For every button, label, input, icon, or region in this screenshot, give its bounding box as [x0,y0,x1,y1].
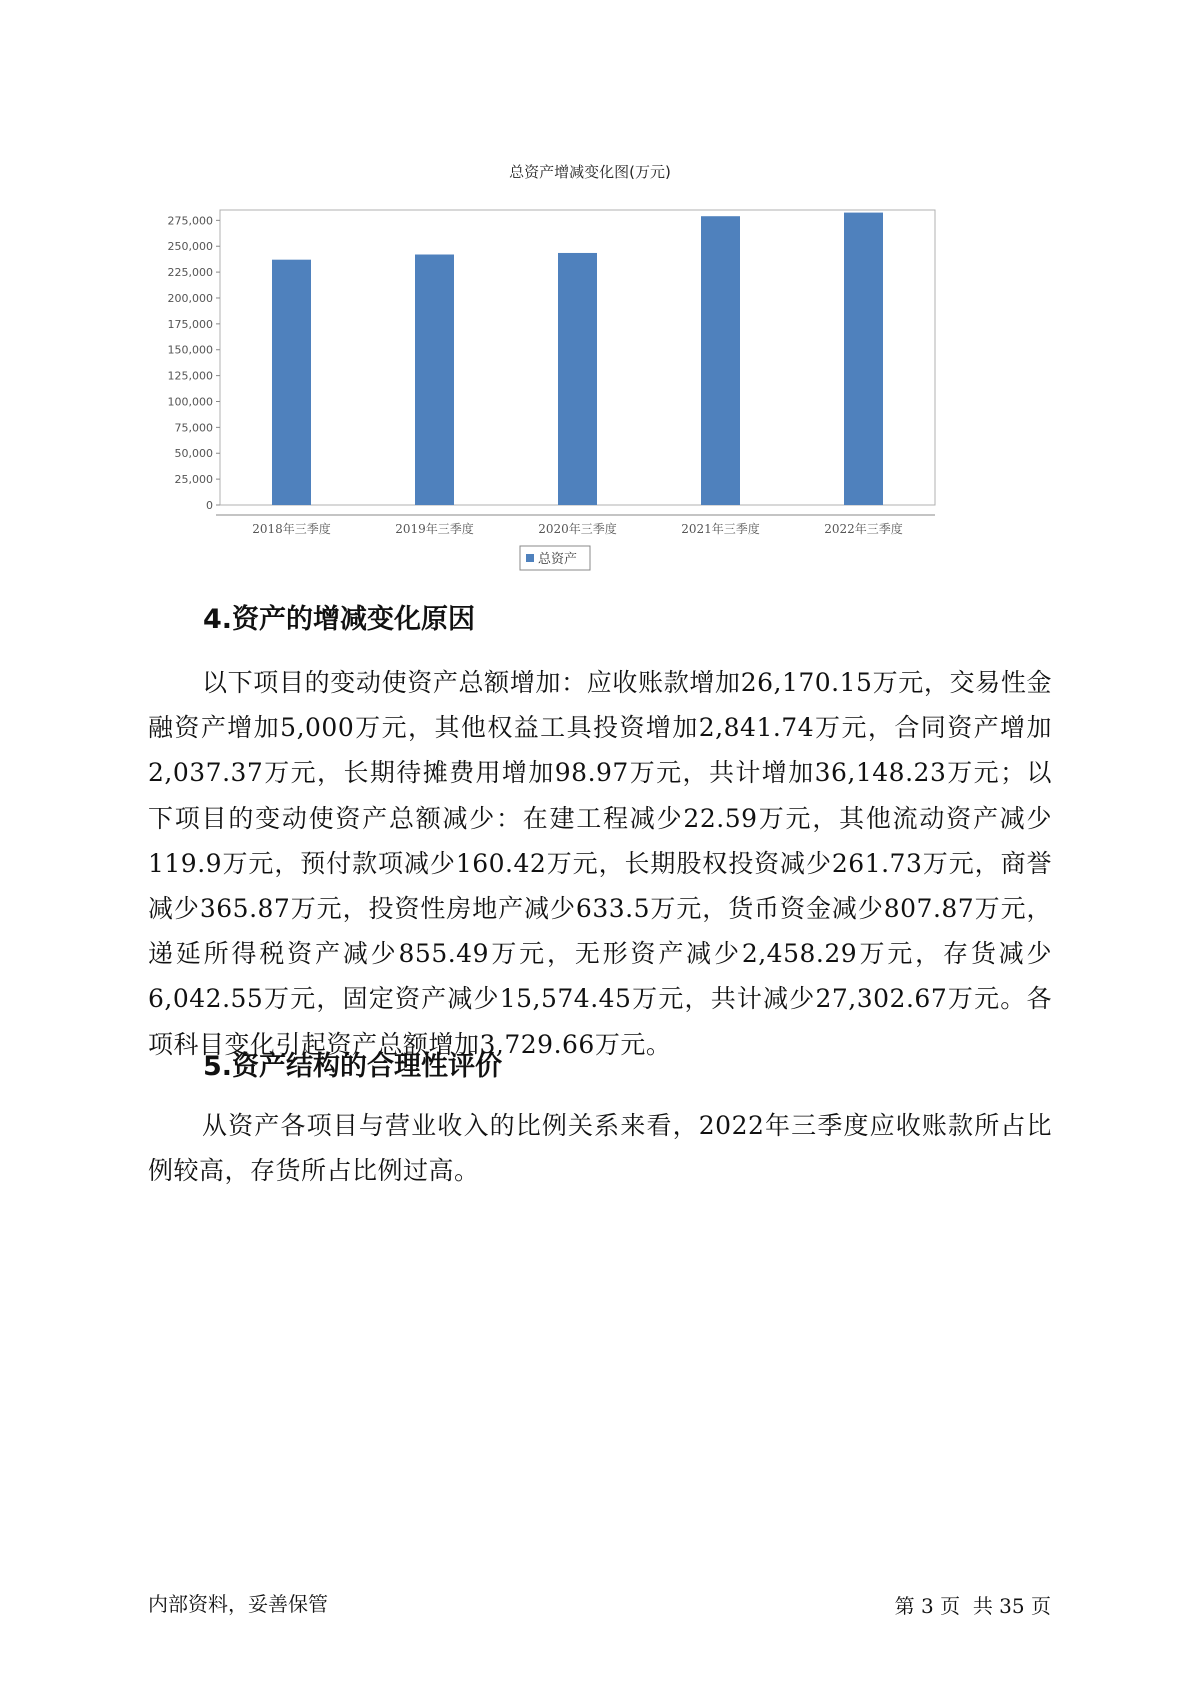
y-tick-label: 0 [206,499,213,512]
chart-legend [520,546,590,570]
footer-page-number: 第 3 页 共 35 页 [894,1594,1051,1618]
section-5-paragraph: 从资产各项目与营业收入的比例关系来看，2022年三季度应收账款所占比例较高，存货所占比例过高。 [148,1111,1052,1186]
y-tick-labels [168,214,214,512]
y-tick-label: 250,000 [167,240,213,254]
y-tick-label: 275,000 [167,214,213,228]
legend-label: 总资产 [538,552,578,567]
section-4-paragraph: 以下项目的变动使资产总额增加：应收账款增加26,170.15万元，交易性金融资产增加5,000万元，其他权益工具投资增加2,841.74万元，合同资产增加2,037.37万元，长期待摊费用增加98.97万元，共计增加36,148.23万元；以下项目的变动使资产总额减少：在建工程减少22.59万元，其他流动资产减少119.9万元，预付款项减少160.42万元，长期股权投资减少261.73万元，商誉减少365.87万元，投资性房地产减少633.5万元，货币资金减少807.87万元，递延所得税资产减少855.49万元，无形资产减少2,458.29万元，存货减少6,042.55万元，固定资产减少15,574.45万元，共计减少27,302.67万元。各项科目变化引起资产总额增加3,729.66万元。 [148,668,1052,1059]
x-tick-label: 2019年三季度 [395,522,474,536]
y-tick-label: 25,000 [174,473,213,487]
bar [701,216,740,505]
section-5-heading: 5.资产结构的合理性评价 [203,1051,503,1082]
x-tick-labels [252,521,903,536]
y-tick-label: 50,000 [174,447,213,461]
chart-svg [160,160,1020,620]
y-tick-label: 75,000 [174,421,213,435]
y-tick-label: 175,000 [167,317,213,331]
y-tick-label: 225,000 [167,266,213,280]
x-tick-label: 2020年三季度 [538,522,617,536]
y-tick-label: 150,000 [167,343,213,357]
bar [558,253,597,505]
y-tick-label: 200,000 [167,291,213,305]
total-assets-chart [160,160,1020,620]
chart-title: 总资产增减变化图(万元) [509,163,671,181]
x-tick-label: 2022年三季度 [824,522,903,536]
bar [844,213,883,505]
footer-confidential-note: 内部资料，妥善保管 [148,1592,328,1616]
y-tick-label: 125,000 [167,369,213,383]
legend-swatch [526,554,534,562]
section-4-heading: 4.资产的增减变化原因 [203,604,476,635]
y-tick-label: 100,000 [167,395,213,409]
bar [272,260,311,505]
bar [415,255,454,505]
x-tick-label: 2018年三季度 [252,522,331,536]
x-tick-label: 2021年三季度 [681,522,760,536]
